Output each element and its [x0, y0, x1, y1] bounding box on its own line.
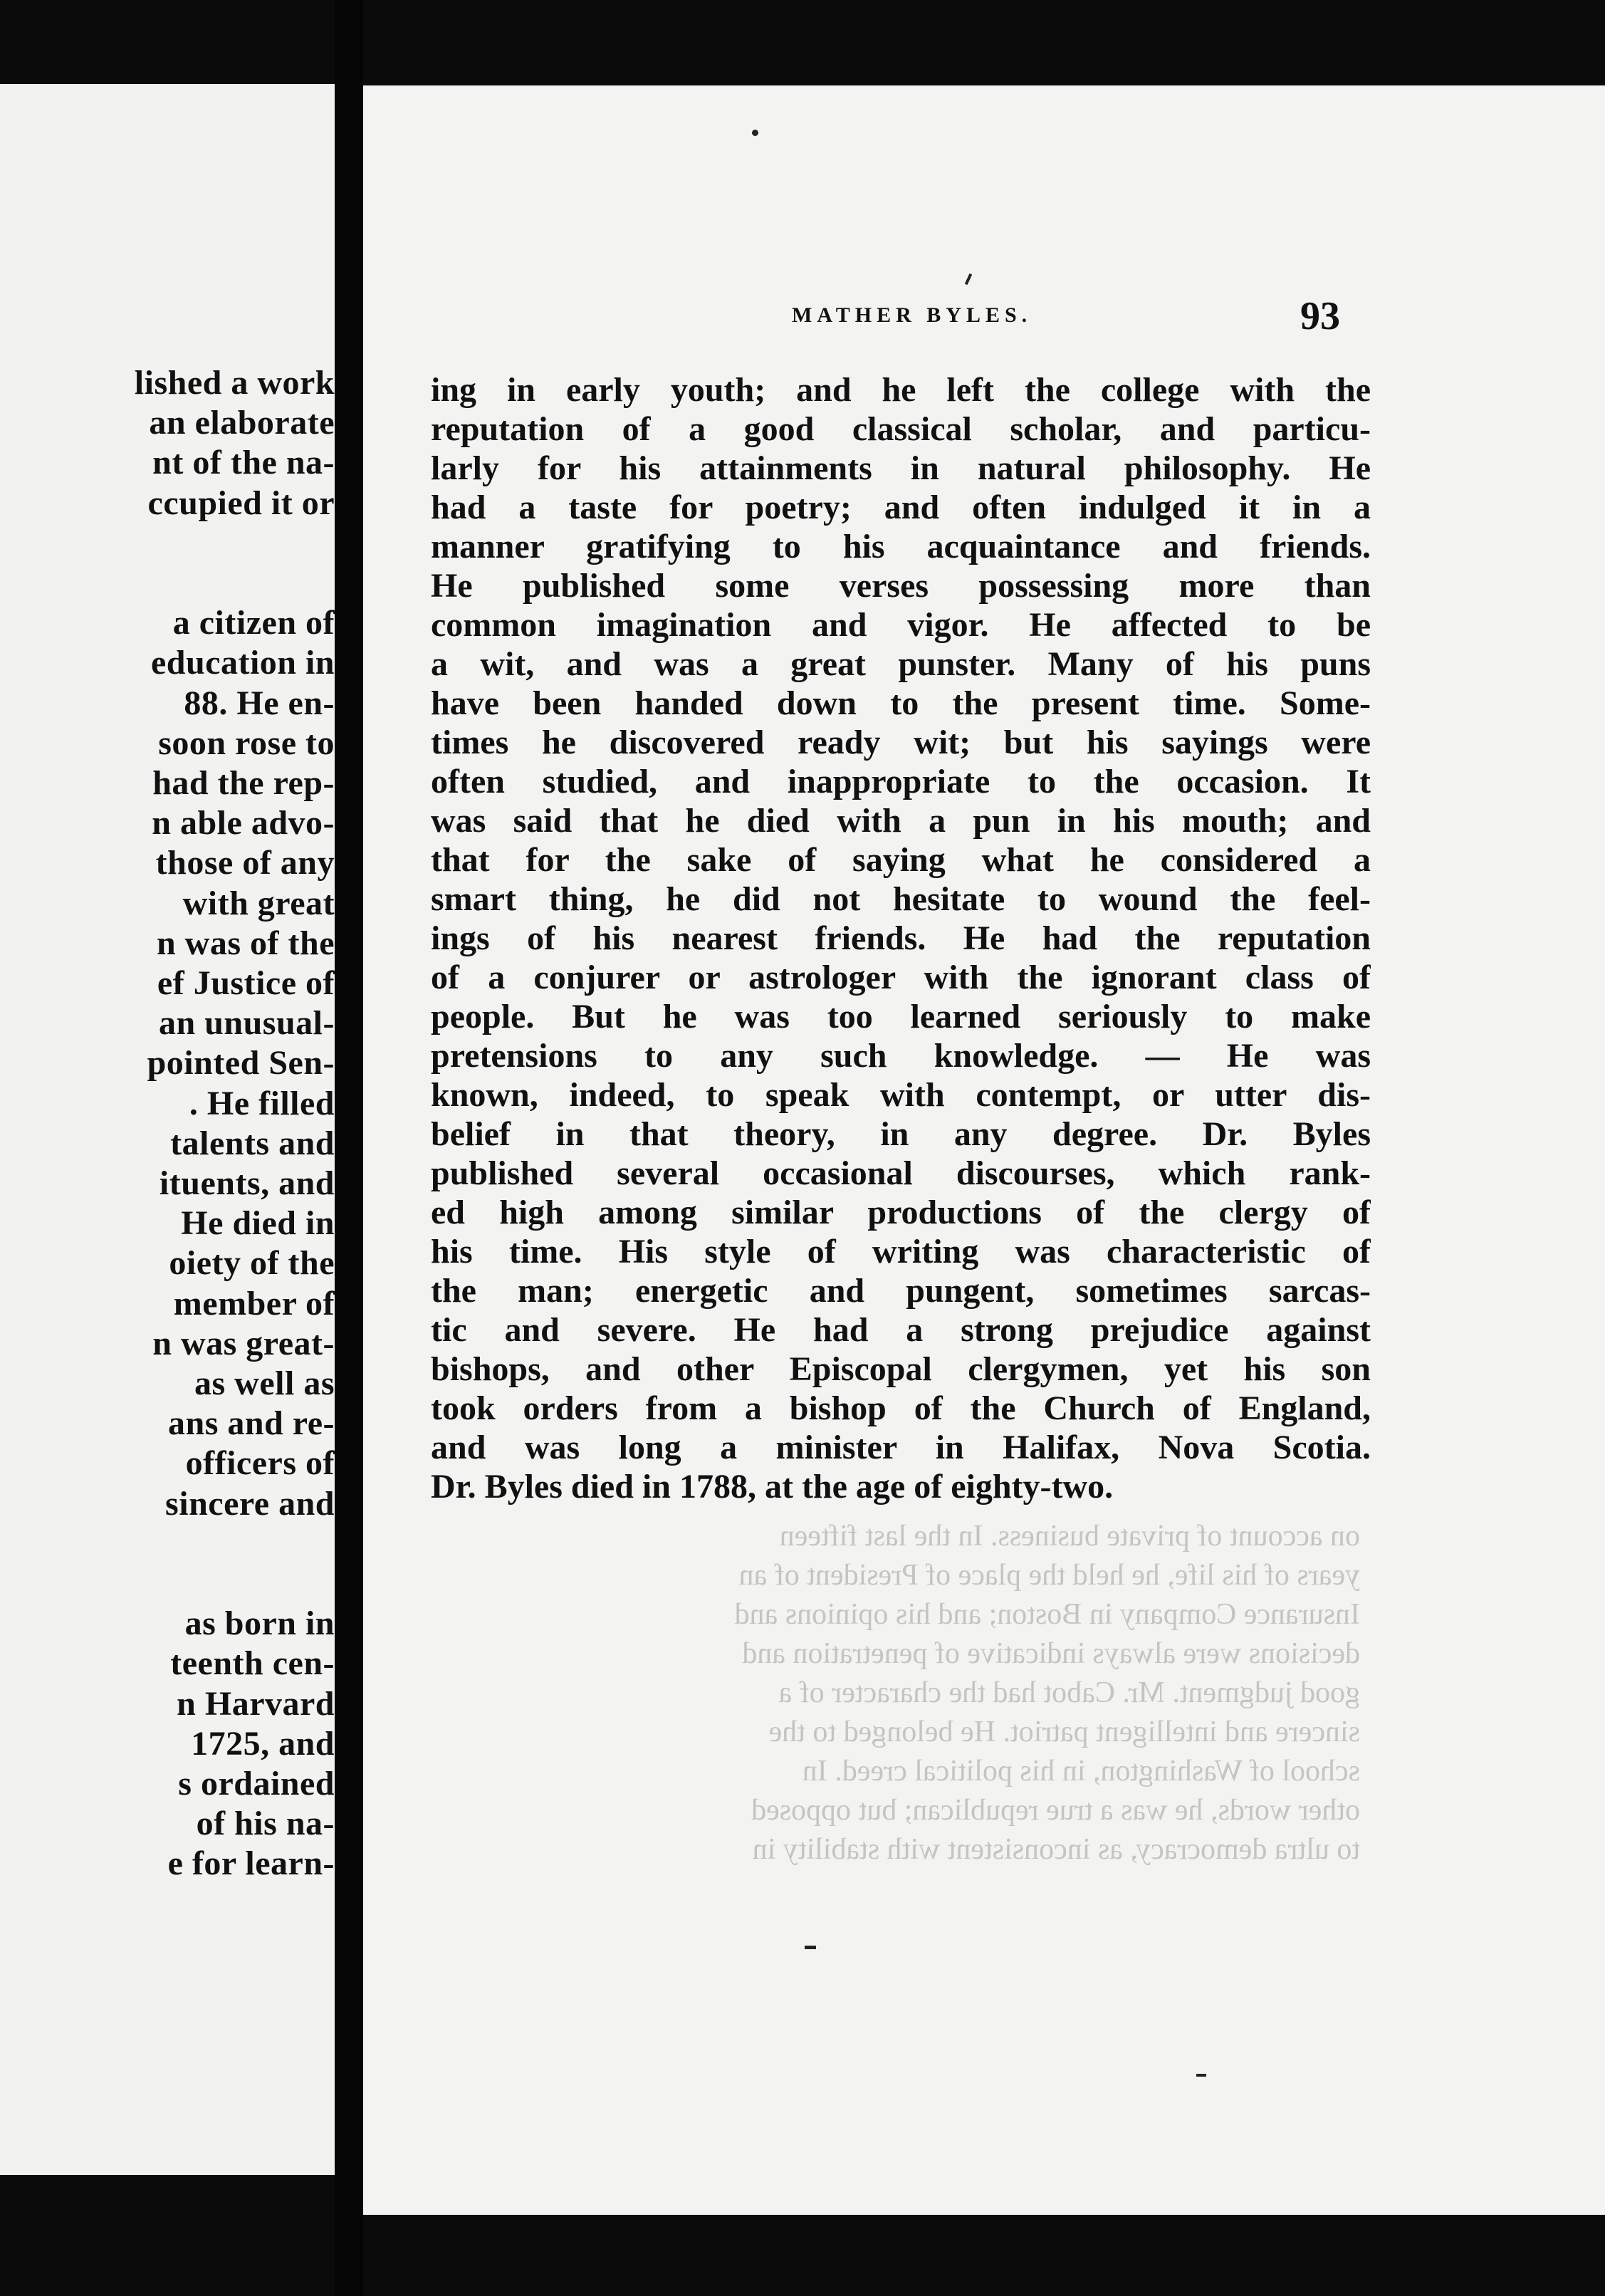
left-page-line: as born in: [184, 1604, 335, 1643]
left-page-line: pointed Sen-: [147, 1044, 335, 1082]
body-line: his time. His style of writing was characteristic of: [431, 1233, 1371, 1270]
body-line: was said that he died with a pun in his mouth; and: [431, 802, 1371, 840]
bleed-through-text: on account of private business. In the last fifteen years of his life, he held the place of President of an Insurance Company in Boston; and his opinions and decisions were always indicative of penetration and good judgment. Mr. Cabot had the character of a sincere and intelligent patriot. He belonged to the school of Washington, in his political creed. In other words, he was a true republican; but opposed to ultra democracy, as inconsistent with stability in: [734, 1520, 1360, 1866]
left-page-line: 1725, and: [191, 1724, 335, 1763]
body-line: belief in that theory, in any degree. Dr. Byles: [431, 1115, 1371, 1153]
left-page: [0, 84, 335, 2175]
body-line: and was long a minister in Halifax, Nova Scotia.: [431, 1429, 1371, 1466]
left-page-line: education in: [150, 644, 335, 682]
body-line: people. But he was too learned seriously to make: [431, 998, 1371, 1035]
left-page-line: n was great-: [152, 1324, 335, 1362]
running-head: [422, 293, 1340, 350]
left-page-line: nt of the na-: [152, 444, 335, 482]
body-line: had a taste for poetry; and often indulged it in a: [431, 489, 1371, 526]
body-line: known, indeed, to speak with contempt, or utter dis-: [431, 1076, 1371, 1114]
left-page-line: member of: [173, 1284, 335, 1322]
body-line: larly for his attainments in natural philosophy. He: [431, 449, 1371, 487]
left-page-line: s ordained: [178, 1765, 335, 1802]
left-page-line: lished a work: [134, 364, 335, 402]
running-head-title: MATHER BYLES.: [792, 303, 1032, 327]
left-page-line: teenth cen-: [170, 1644, 335, 1683]
left-page-line: as well as: [194, 1364, 335, 1402]
body-line: tic and severe. He had a strong prejudice against: [431, 1311, 1371, 1349]
left-page-line: . He filled: [189, 1084, 335, 1122]
body-line: of a conjurer or astrologer with the ignorant class of: [431, 959, 1371, 996]
left-page-line: a citizen of: [172, 604, 335, 642]
left-page-line: talents and: [170, 1124, 335, 1162]
left-page-line: with great: [182, 884, 335, 922]
left-page-line: officers of: [185, 1444, 335, 1483]
body-line: have been handed down to the present time. Some-: [431, 684, 1371, 722]
left-page-line: those of any: [155, 844, 335, 882]
body-line: smart thing, he did not hesitate to wound the feel-: [431, 880, 1371, 918]
body-line: ings of his nearest friends. He had the reputation: [431, 919, 1371, 957]
left-page-line: had the rep-: [152, 764, 335, 802]
left-page-line: an unusual-: [159, 1004, 335, 1043]
left-page-line: n Harvard: [177, 1684, 335, 1723]
body-line: Dr. Byles died in 1788, at the age of eighty-two.: [431, 1468, 1114, 1506]
body-line: ing in early youth; and he left the college with the: [431, 371, 1371, 409]
left-page-line: soon rose to: [158, 724, 335, 762]
left-page-line: an elaborate: [149, 404, 335, 442]
body-line: ed high among similar productions of the clergy of: [431, 1194, 1371, 1231]
ink-speck: [1196, 2074, 1206, 2077]
body-line: bishops, and other Episcopal clergymen, yet his son: [431, 1350, 1371, 1388]
left-page-line: 88. He en-: [184, 684, 335, 722]
body-line: manner gratifying to his acquaintance and friends.: [431, 528, 1371, 565]
body-line: a wit, and was a great punster. Many of his puns: [431, 645, 1371, 683]
body-line: often studied, and inappropriate to the occasion. It: [431, 763, 1371, 800]
body-line: took orders from a bishop of the Church of England,: [431, 1389, 1371, 1427]
body-line: pretensions to any such knowledge. — He was: [431, 1037, 1371, 1075]
body-line: reputation of a good classical scholar, and particu-: [431, 410, 1371, 448]
page-number: 93: [1300, 294, 1340, 338]
left-page-line: n was of the: [156, 924, 335, 962]
left-page-line: n able advo-: [152, 804, 335, 842]
left-page-line: He died in: [181, 1204, 335, 1243]
left-page-line: ef Justice of: [157, 964, 335, 1002]
ink-speck: [752, 130, 758, 136]
left-page-line: oiety of the: [169, 1244, 335, 1283]
body-line: common imagination and vigor. He affected to be: [431, 606, 1371, 644]
left-page-line: ans and re-: [168, 1404, 335, 1443]
body-line: that for the sake of saying what he considered a: [431, 841, 1371, 879]
body-line: the man; energetic and pungent, sometimes sarcas-: [431, 1272, 1371, 1310]
left-page-line: e for learn-: [167, 1844, 335, 1883]
ink-speck: [805, 1946, 816, 1949]
left-page-line: of his na-: [196, 1805, 335, 1843]
left-page-line: ituents, and: [159, 1164, 335, 1202]
body-line: published several occasional discourses, which rank-: [431, 1154, 1371, 1192]
body-text: [431, 370, 1371, 1506]
book-gutter: [335, 0, 363, 2296]
body-line: times he discovered ready wit; but his sayings were: [431, 724, 1371, 761]
left-page-line: sincere and: [165, 1484, 335, 1523]
left-page-line: ccupied it or: [147, 484, 335, 522]
body-line: He published some verses possessing more than: [431, 567, 1371, 605]
